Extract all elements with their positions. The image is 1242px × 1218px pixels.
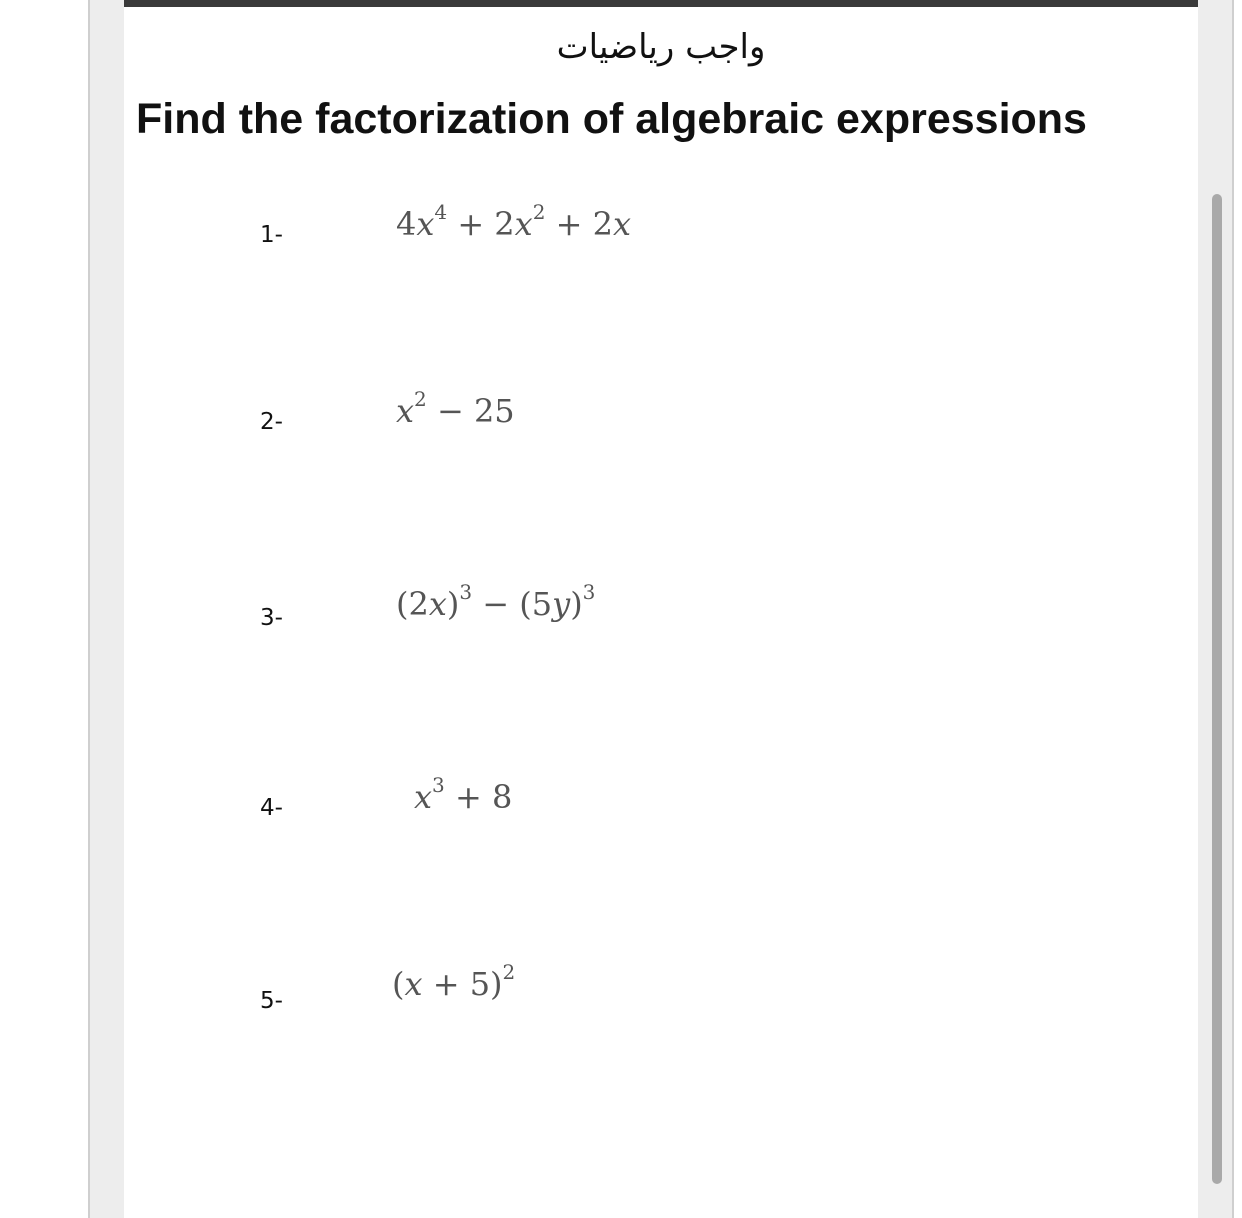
vertical-scrollbar[interactable] bbox=[1212, 194, 1222, 1184]
problem-expression: $x^3 + 8$ bbox=[414, 773, 513, 816]
problem-number: 4- bbox=[260, 795, 283, 821]
window-top-bar bbox=[88, 0, 1234, 7]
problem-number: 2- bbox=[260, 409, 283, 435]
problem-number: 1- bbox=[260, 222, 283, 248]
page-heading: Find the factorization of algebraic expressions bbox=[136, 95, 1087, 143]
document-page bbox=[124, 7, 1198, 1218]
problem-number: 5- bbox=[260, 988, 283, 1014]
problem-expression: $4x^4 + 2x^2 + 2x$ bbox=[396, 200, 631, 243]
problem-number: 3- bbox=[260, 605, 283, 631]
problem-expression: $x^2 - 25$ bbox=[396, 387, 515, 430]
problem-expression: $(2x)^3 - (5y)^3$ bbox=[396, 580, 596, 623]
problem-expression: $(x + 5)^2$ bbox=[392, 960, 516, 1003]
left-gutter bbox=[88, 0, 124, 1218]
arabic-title: واجب رياضيات bbox=[556, 27, 766, 67]
